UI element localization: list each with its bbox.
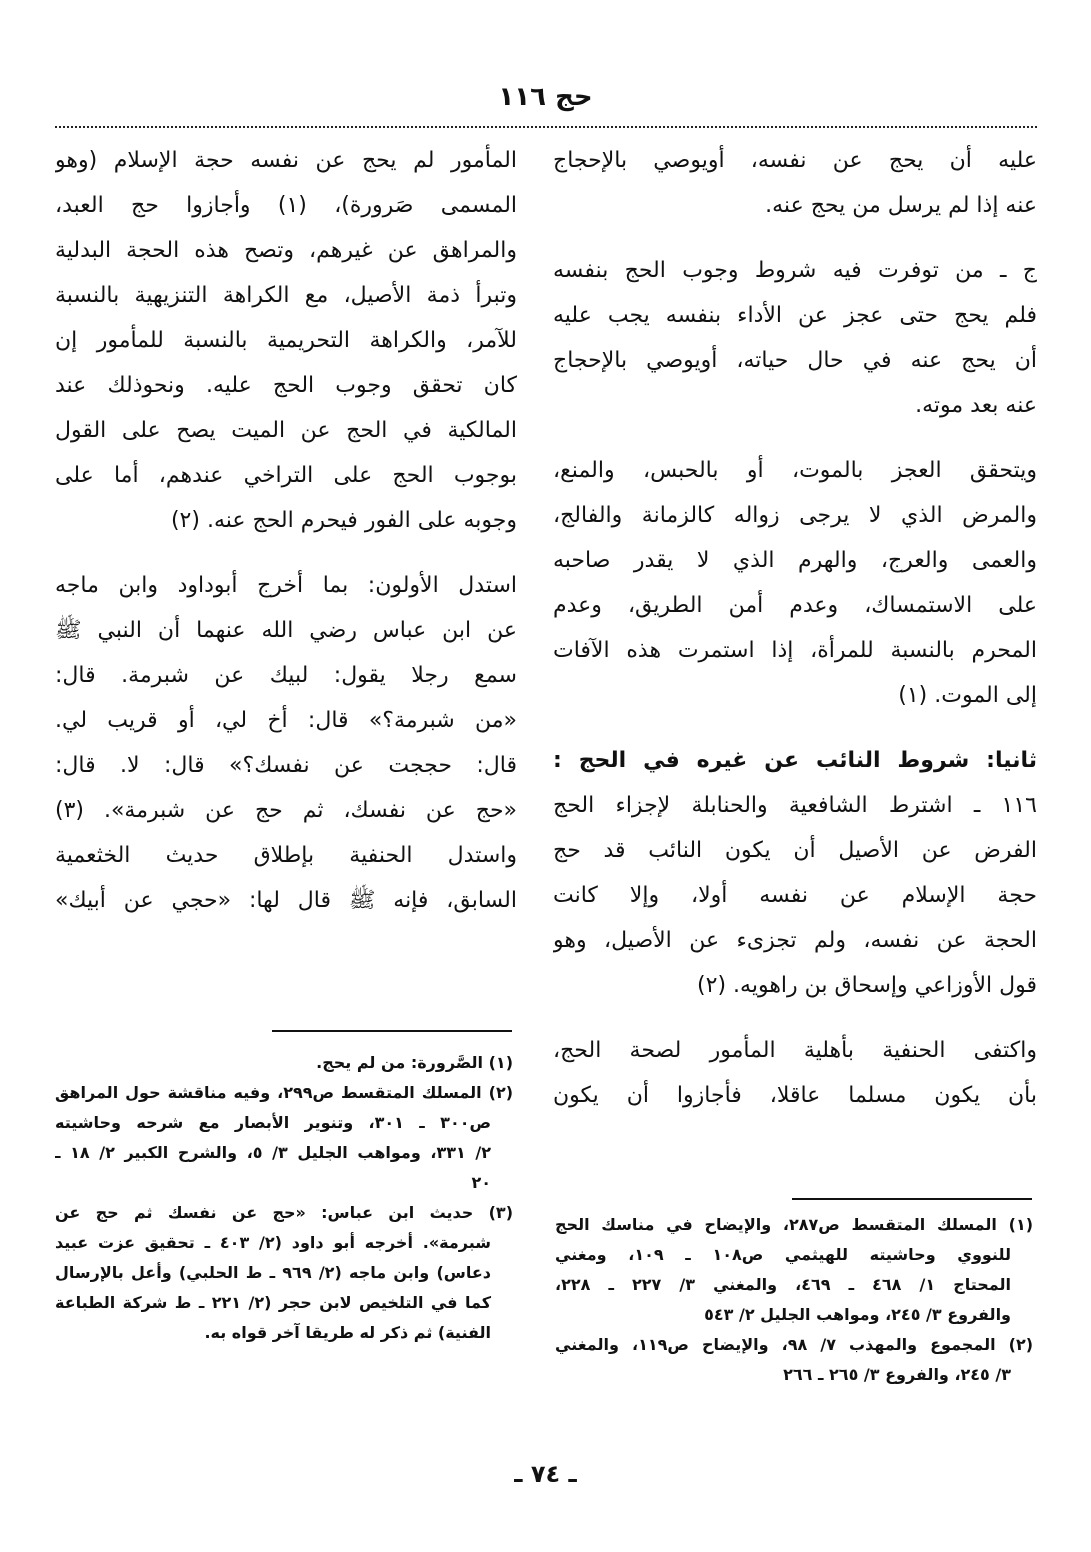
paragraph <box>553 248 1037 428</box>
footnote-separator-left <box>272 1030 512 1032</box>
footnote-separator-right <box>792 1198 1032 1200</box>
text-line: المحرم بالنسبة للمرأة، إذا استمرت هذه الآفات <box>553 638 1037 663</box>
text-line: والمراهق عن غيرهم، وتصح هذه الحجة البدلية <box>55 238 517 263</box>
text-line: المالكية في الحج عن الميت يصح على القول <box>55 418 517 443</box>
text-line: والمرض الذي لا يرجى زواله كالزمانة والفالج، <box>553 503 1037 528</box>
footnote-line: والفروع ٣/ ٢٤٥، ومواهب الجليل ٢/ ٥٤٣ <box>704 1305 1011 1324</box>
text-line: ويتحقق العجز بالموت، أو بالحبس، والمنع، <box>553 458 1037 483</box>
text-line: «من شبرمة؟» قال: أخ لي، أو قريب لي. <box>55 708 517 733</box>
text-line: كان تحقق وجوب الحج عليه. ونحوذلك عند <box>55 373 517 398</box>
footnote-line: كما في التلخيص لابن حجر (٢/ ٢٢١ ـ ط شركة الطباعة <box>55 1293 491 1312</box>
text-line: على الاستمساك، وعدم أمن الطريق، وعدم <box>553 593 1037 618</box>
text-line: والعمى والعرج، والهرم الذي لا يقدر صاحبه <box>553 548 1037 573</box>
footnote-line: دعاس) وابن ماجه (٢/ ٩٦٩ ـ ط الحلبي) وأعل بالإرسال <box>55 1263 491 1282</box>
text-line: السابق، فإنه ﷺ قال لها: «حجي عن أبيك» <box>55 888 517 913</box>
footnotes-right <box>555 1210 1033 1390</box>
right-column <box>553 138 1037 1138</box>
footnote-line: (١) المسلك المتقسط ص٢٨٧، والإيضاح في مناسك الحج <box>555 1215 1033 1234</box>
text-line: عنه إذا لم يرسل من يحج عنه. <box>765 193 1037 218</box>
text-line: استدل الأولون: بما أخرج أبوداود وابن ماجه <box>55 573 517 598</box>
paragraph <box>553 738 1037 1008</box>
paragraph <box>553 448 1037 718</box>
footnote-line: ٣/ ٢٤٥، والفروع ٣/ ٢٦٥ ـ ٢٦٦ <box>783 1365 1011 1384</box>
footnote-line: شبرمة». أخرجه أبو داود (٢/ ٤٠٣ ـ تحقيق عزت عبيد <box>55 1233 491 1252</box>
text-line: قال: حججت عن نفسك؟» قال: لا. قال: <box>55 753 517 778</box>
left-column <box>55 138 517 943</box>
text-line: عنه بعد موته. <box>915 393 1037 418</box>
text-line: أن يحج عنه في حال حياته، أويوصي بالإحجاج <box>553 348 1037 373</box>
footnote-line: ص٣٠٠ ـ ٣٠١، وتنوير الأبصار مع شرحه وحاشيته <box>55 1113 491 1132</box>
footnote-line: (١) الصَّرورة: من لم يحج. <box>316 1053 513 1072</box>
text-line: سمع رجلا يقول: لبيك عن شبرمة. قال: <box>55 663 517 688</box>
text-line: حجة الإسلام عن نفسه أولا، وإلا كانت <box>553 883 1037 908</box>
text-line: وجوبه على الفور فيحرم الحج عنه. (٢) <box>170 508 517 533</box>
text-line: ١١٦ ـ اشترط الشافعية والحنابلة لإجزاء الحج <box>553 793 1037 818</box>
footnote-line: ٢/ ٣٣١، ومواهب الجليل ٣/ ٥، والشرح الكبير ٢/ ١٨ ـ <box>55 1143 492 1162</box>
paragraph <box>55 138 517 543</box>
footnote-line: (٢) المجموع والمهذب ٧/ ٩٨، والإيضاح ص١١٩، والمغني <box>555 1335 1033 1354</box>
text-line: الفرض عن الأصيل أن يكون النائب قد حج <box>553 838 1037 863</box>
footnotes-left <box>55 1048 513 1348</box>
text-line: واكتفى الحنفية بأهلية المأمور لصحة الحج، <box>553 1038 1037 1063</box>
text-line: عليه أن يحج عن نفسه، أويوصي بالإحجاج <box>553 148 1037 173</box>
running-header: حج ١١٦ <box>498 82 593 112</box>
footnote-line: ٢٠ <box>471 1173 491 1192</box>
text-line: وتبرأ ذمة الأصيل، مع الكراهة التنزيهية بالنسبة <box>55 283 517 308</box>
text-line: قول الأوزاعي وإسحاق بن راهويه. (٢) <box>697 973 1037 998</box>
paragraph <box>55 563 517 923</box>
footnote-line: للنووي وحاشيته للهيثمي ص١٠٨ ـ ١٠٩، ومغني <box>555 1245 1012 1264</box>
text-line: الحجة عن نفسه، ولم تجزىء عن الأصيل، وهو <box>553 928 1037 953</box>
footnote-line: المحتاج ١/ ٤٦٨ ـ ٤٦٩، والمغني ٣/ ٢٢٧ ـ ٢٢٨، <box>555 1275 1012 1294</box>
page-number: ـ ٧٤ ـ <box>514 1460 577 1488</box>
text-line: بأن يكون مسلما عاقلا، فأجازوا أن يكون <box>553 1083 1037 1108</box>
text-line: للآمر، والكراهة التحريمية بالنسبة للمأمور إن <box>55 328 517 353</box>
text-line: واستدل الحنفية بإطلاق حديث الخثعمية <box>55 843 517 868</box>
text-line: فلم يحج حتى عجز عن الأداء بنفسه يجب عليه <box>553 303 1037 328</box>
footnote-line: (٢) المسلك المتقسط ص٢٩٩، وفيه مناقشة حول المراهق <box>55 1083 513 1102</box>
text-line: ج ـ من توفرت فيه شروط وجوب الحج بنفسه <box>553 258 1037 283</box>
paragraph <box>553 1028 1037 1118</box>
text-line: المأمور لم يحج عن نفسه حجة الإسلام (وهو <box>55 148 517 173</box>
text-line: عن ابن عباس رضي الله عنهما أن النبي ﷺ <box>55 618 517 643</box>
footnote-line: الفنية) ثم ذكر له طريقا آخر قواه به. <box>204 1323 491 1342</box>
section-heading: ثانيا: شروط النائب عن غيره في الحج : <box>553 748 1037 773</box>
text-line: إلى الموت. (١) <box>898 683 1037 708</box>
paragraph <box>553 138 1037 228</box>
text-line: المسمى صَرورة)، (١) وأجازوا حج العبد، <box>55 193 517 218</box>
header-divider <box>55 126 1037 128</box>
text-line: «حج عن نفسك، ثم حج عن شبرمة». (٣) <box>55 798 517 823</box>
footnote-line: (٣) حديث ابن عباس: «حج عن نفسك ثم حج عن <box>55 1203 513 1222</box>
text-line: بوجوب الحج على التراخي عندهم، أما على <box>55 463 517 488</box>
